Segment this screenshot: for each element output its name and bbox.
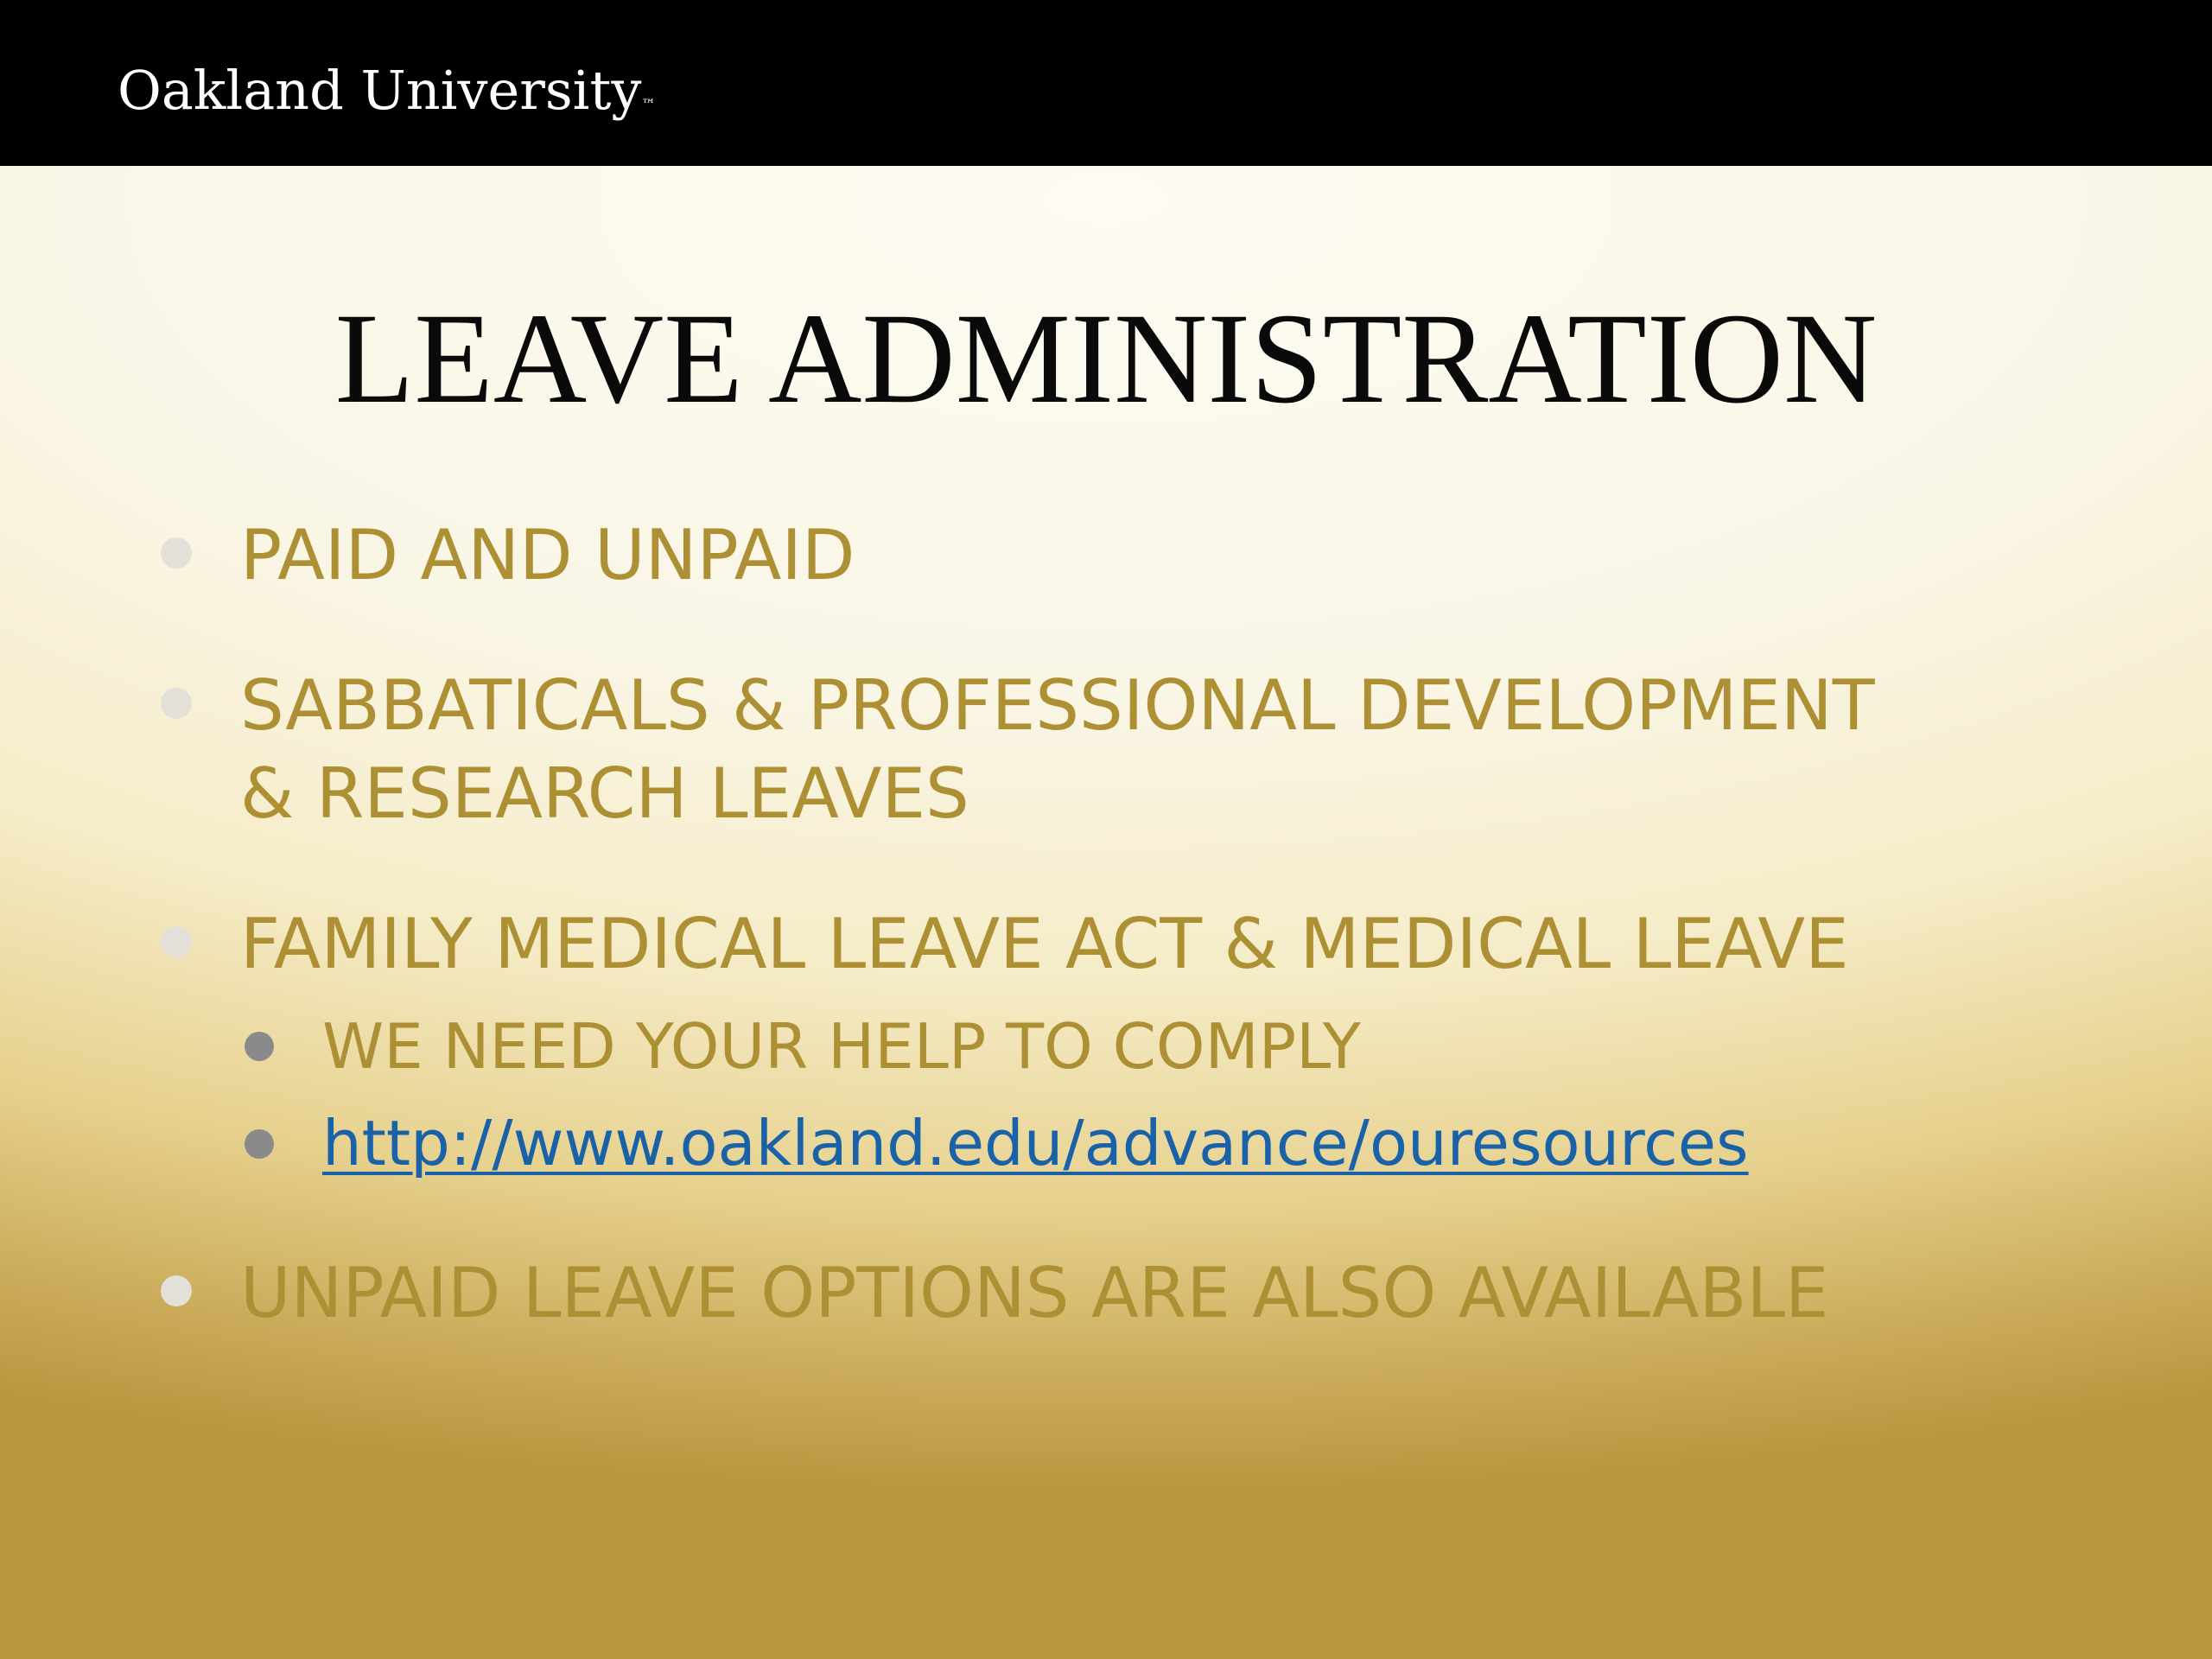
logo-text: Oakland University [118, 59, 642, 122]
bullet-item-unpaid-options: UNPAID LEAVE OPTIONS ARE ALSO AVAILABLE [240, 1253, 1829, 1333]
sub-bullet-resources-link-item [322, 1104, 1749, 1182]
trademark-mark: ™ [641, 96, 656, 112]
bullet-item-sabbaticals-line1: SABBATICALS & PROFESSIONAL DEVELOPMENT [240, 665, 1875, 746]
bullet-dot-icon [161, 1275, 192, 1306]
bullet-item-sabbaticals-line2: & RESEARCH LEAVES [240, 753, 969, 834]
resources-link[interactable]: http://www.oakland.edu/advance/ouresources [322, 1107, 1749, 1179]
slide-title: LEAVE ADMINISTRATION [334, 287, 1878, 430]
sub-bullet-dot-icon [245, 1129, 274, 1159]
bullet-dot-icon [161, 537, 192, 569]
sub-bullet-dot-icon [245, 1032, 274, 1061]
sub-bullet-help-comply: WE NEED YOUR HELP TO COMPLY [322, 1010, 1361, 1083]
bullet-item-fmla: FAMILY MEDICAL LEAVE ACT & MEDICAL LEAVE [240, 904, 1849, 984]
bullet-dot-icon [161, 688, 192, 719]
bullet-item-paid-unpaid: PAID AND UNPAID [240, 515, 855, 595]
bullet-dot-icon [161, 926, 192, 957]
